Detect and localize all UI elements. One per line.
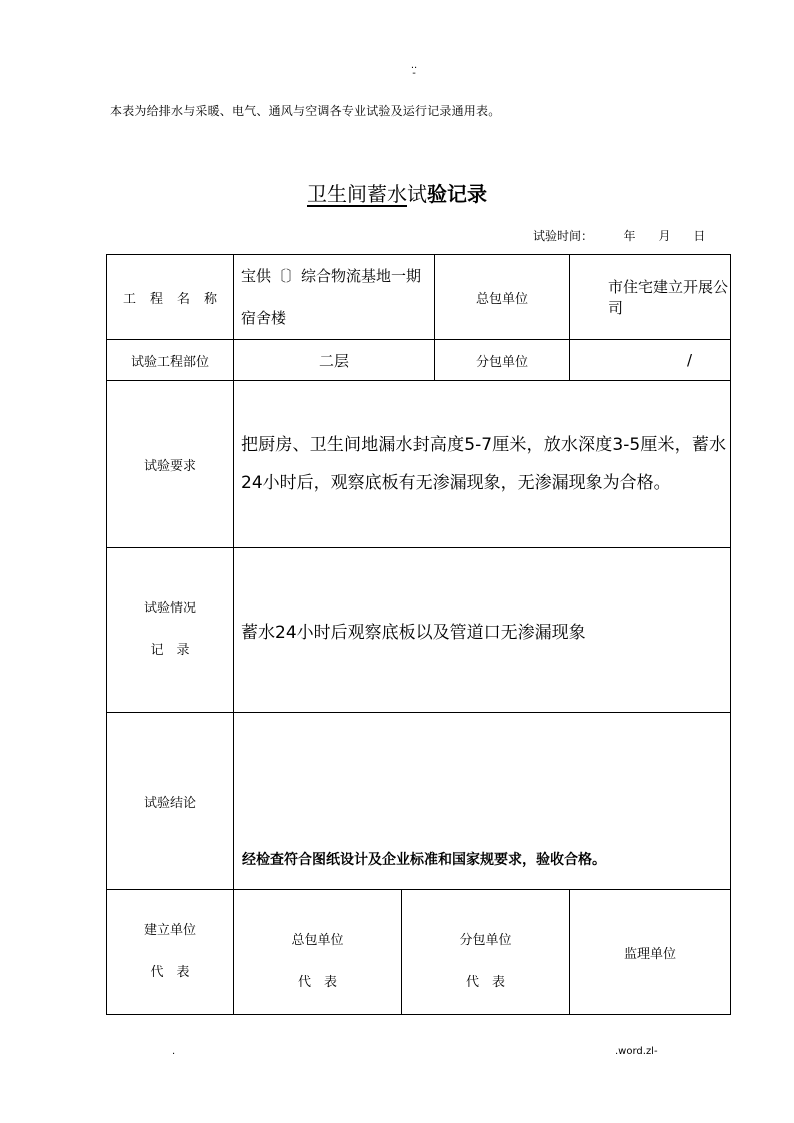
requirements-label: 试验要求 (107, 381, 234, 548)
page-title (0, 178, 794, 207)
project-name-label: 工程名称 (122, 291, 231, 307)
record-row (107, 548, 731, 713)
location-label: 试验工程部位 (107, 340, 234, 381)
record-label-line2: 记 录 (150, 643, 190, 658)
sub-rep-cell (402, 890, 570, 1015)
general-contractor-label: 总包单位 (435, 255, 570, 340)
builder-rep-cell (107, 890, 234, 1015)
subcontractor-value: / (570, 340, 731, 381)
supervisor-cell: 监理单位 (570, 890, 731, 1015)
general-rep-line1: 总包单位 (291, 933, 344, 948)
title-underlined-part: 卫生间蓄水 (307, 182, 407, 206)
general-contractor-value: 市住宅建立开展公司 (570, 255, 731, 340)
general-rep-cell (234, 890, 402, 1015)
record-label-line1: 试验情况 (143, 601, 196, 616)
test-time-month: 月 (658, 229, 671, 243)
project-row (107, 255, 731, 340)
subcontractor-label: 分包单位 (435, 340, 570, 381)
record-text: 蓄水24小时后观察底板以及管道口无渗漏现象 (234, 548, 731, 713)
test-time-year: 年 (623, 229, 636, 243)
project-name-label-cell (107, 255, 234, 340)
project-name-cell (234, 255, 435, 340)
title-normal-part: 试 (407, 182, 427, 206)
builder-rep-line1: 建立单位 (143, 923, 196, 938)
title-bold-part: 验记录 (427, 182, 487, 206)
sub-rep-line1: 分包单位 (459, 933, 512, 948)
footer-left-mark: . (172, 1046, 176, 1057)
intro-note: 本表为给排水与采暖、电气、通风与空调各专业试验及运行记录通用表。 (110, 104, 501, 118)
signature-row (107, 890, 731, 1015)
header-dots: .. (410, 60, 418, 71)
sub-rep-line2: 代 表 (466, 975, 506, 990)
project-name-line2: 宿舍楼 (241, 309, 287, 327)
location-row (107, 340, 731, 381)
conclusion-text: 经检查符合图纸设计及企业标准和国家规要求，验收合格。 (234, 713, 731, 890)
test-time-label: 试验时间： (533, 229, 594, 243)
test-time-day: 日 (693, 229, 706, 243)
builder-rep-line2: 代 表 (150, 965, 190, 980)
requirements-row (107, 381, 731, 548)
test-record-table (106, 254, 731, 1015)
test-time-row (533, 227, 705, 244)
location-value: 二层 (234, 340, 435, 381)
conclusion-label: 试验结论 (107, 713, 234, 890)
general-rep-line2: 代 表 (297, 975, 337, 990)
header-dash: - (412, 68, 416, 79)
record-label-cell (107, 548, 234, 713)
footer-right-mark: .word.zl- (615, 1046, 658, 1057)
conclusion-row (107, 713, 731, 890)
requirements-text: 把厨房、卫生间地漏水封高度5-7厘米，放水深度3-5厘米，蓄水24小时后，观察底板有无渗漏现象，无渗漏现象为合格。 (234, 381, 731, 548)
header-marks (408, 62, 420, 78)
project-name-line1: 宝供〔〕综合物流基地一期 (241, 267, 422, 285)
